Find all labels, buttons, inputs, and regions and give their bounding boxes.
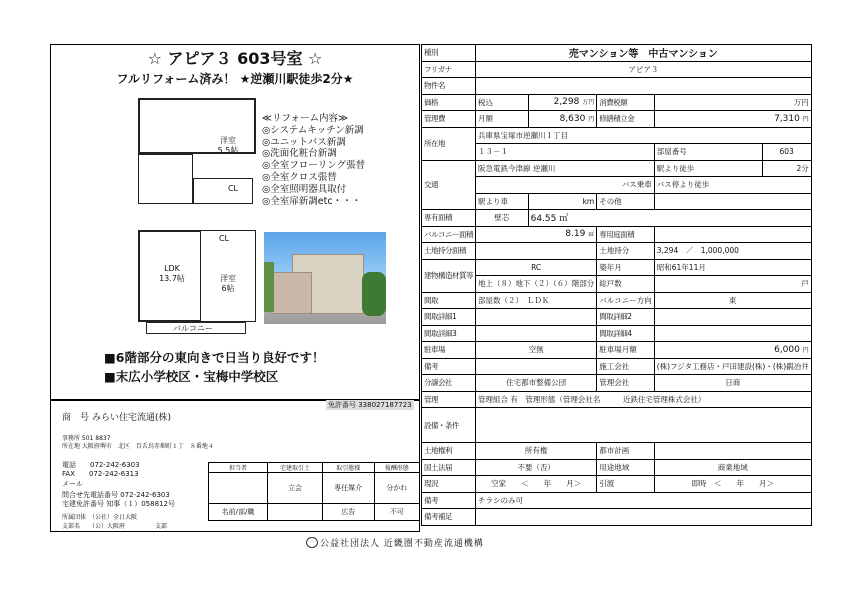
room-no: 603 <box>762 144 811 161</box>
builder: (株)フジタ工務店・戸田建設(株)・(株)鍜冶井 <box>654 358 811 375</box>
closet-2-label: CL <box>218 234 230 243</box>
land-share-right-label: 土地持分 <box>597 243 655 260</box>
staff-table <box>208 462 420 521</box>
bus-label: バス乗車 <box>476 177 655 194</box>
price: 2,298 <box>553 97 580 108</box>
layout-detail3: 間取詳細3 <box>422 325 476 342</box>
parking-fee: 6,000 <box>774 344 800 355</box>
staff-cell: 不可 <box>374 504 419 521</box>
management-label: 管理 <box>422 391 476 408</box>
zoning: 商業地域 <box>654 459 811 476</box>
lot: １３－１ <box>476 144 655 161</box>
balcony-area: 8.19 <box>565 229 586 240</box>
zoning-label: 用途地域 <box>597 459 655 476</box>
land-law: 不要（否） <box>476 459 597 476</box>
total-units-label: 総戸数 <box>597 276 655 293</box>
balcony-unit: ㎡ <box>588 231 595 239</box>
footer-org: 公益社団法人 近畿圏不動産流通機構 <box>320 539 484 549</box>
area-label: 専有面積 <box>422 210 476 227</box>
area-note: 壁芯 <box>476 210 529 227</box>
facilities-label: 設備・条件 <box>422 408 476 443</box>
closet-1-label: CL <box>227 184 239 193</box>
reform-item: ◎全室照明器具取付 <box>262 183 347 195</box>
rights-label: 土地権利 <box>422 443 476 460</box>
address: 所在地 大阪府堺市 北区 百舌鳥赤畑町１丁 ８番地４ <box>62 443 214 450</box>
license-no: 免許番号 338027187723 <box>328 401 412 409</box>
location: 兵庫県宝塚市逆瀬川１丁目 <box>476 127 812 144</box>
parking: 空無 <box>476 342 597 359</box>
traffic-label: 交通 <box>422 160 476 210</box>
area: 64.55 <box>530 214 557 225</box>
price-unit: 万円 <box>582 99 595 107</box>
land-law-label: 国土法届 <box>422 459 476 476</box>
line: 阪急電鉄今津線 逆瀬川 <box>476 160 655 177</box>
manager: 日商 <box>654 375 811 392</box>
parking-fee-label: 駐車場月額 <box>597 342 655 359</box>
tel: 電話 072-242-6303 <box>62 461 140 469</box>
reform-item: ◎全室クロス張替 <box>262 171 337 183</box>
bus-walk-label: バス停より徒歩 <box>654 177 811 194</box>
room-ldk-label: LDK 13.7帖 <box>159 264 185 283</box>
notes-label: 備考 <box>422 492 476 509</box>
mgmt-note: 月額 <box>476 111 529 128</box>
room-no-label: 部屋番号 <box>654 144 762 161</box>
headline: ☆ アピア３ 603号室 ☆ <box>147 49 323 68</box>
built: 昭和61年11月 <box>654 259 811 276</box>
structure-label: 建物構造材質等 <box>422 259 476 292</box>
layout-detail2: 間取詳細2 <box>597 309 655 326</box>
mgmt-unit: 円 <box>588 115 595 123</box>
mgmt-label: 管理費 <box>422 111 476 128</box>
units-unit: 戸 <box>654 276 811 293</box>
area-unit: ㎡ <box>559 214 569 225</box>
walk-label: 駅より徒歩 <box>654 160 762 177</box>
reform-item: ◎システムキッチン新調 <box>262 124 364 136</box>
parking-fee-unit: 円 <box>802 346 809 354</box>
notes: チラシのみ可 <box>476 492 812 509</box>
garden-label: 専用庭面積 <box>597 226 655 243</box>
staff-cell <box>209 473 268 504</box>
staff-header: 宅建取引士 <box>268 463 323 473</box>
trade-label: 商 号 <box>62 413 90 423</box>
land-share-label: 土地持分面積 <box>422 243 476 260</box>
layout-detail1: 間取詳細1 <box>422 309 476 326</box>
mgmt-fee: 8,630 <box>559 113 586 124</box>
staff-cell <box>268 504 323 521</box>
staff-header: 報酬形態 <box>374 463 419 473</box>
staff-header: 担当者 <box>209 463 268 473</box>
room-western-2-label: 洋室 6帖 <box>220 274 236 293</box>
balcony-dir-label: バルコニー方向 <box>597 292 655 309</box>
walk-minutes: 2分 <box>762 160 811 177</box>
kitchen <box>138 154 193 204</box>
handover-label: 引渡 <box>597 476 655 493</box>
balcony-area-label: バルコニー面積 <box>422 226 476 243</box>
room-western-1-label: 洋室 5.5帖 <box>217 136 239 155</box>
supplement-label: 備考補足 <box>422 509 476 526</box>
price-label: 価格 <box>422 94 476 111</box>
reform-item: ◎洗面化粧台新調 <box>262 148 337 160</box>
layout-detail4: 間取詳細4 <box>597 325 655 342</box>
builder-label: 施工会社 <box>597 358 655 375</box>
balcony-direction: 東 <box>654 292 811 309</box>
assoc1: 所属団体 （公社）全日大阪 <box>62 514 138 521</box>
reserved-label: 備考 <box>422 358 476 375</box>
tax-label: 消費税額 <box>597 94 655 111</box>
tax-unit: 万円 <box>654 94 811 111</box>
seller: 住宅都市整備公団 <box>476 375 597 392</box>
office: 事務所 501 8837 <box>62 435 111 442</box>
structure: RC <box>476 259 597 276</box>
current-label: 現況 <box>422 476 476 493</box>
price-note: 税込 <box>476 94 529 111</box>
reform-item: ◎全室扉新調etc・・・ <box>262 195 362 207</box>
reform-list <box>262 113 365 207</box>
location-label: 所在地 <box>422 127 476 160</box>
staff-cell: 分かれ <box>374 473 419 504</box>
reform-title: ≪リフォーム内容≫ <box>262 113 348 124</box>
floors: 地上（８）地下（２）（６）階部分 <box>476 276 597 293</box>
share: 3,294 ／ 1,000,000 <box>654 243 811 260</box>
manager-label: 管理会社 <box>597 375 655 392</box>
reform-item: ◎全室フローリング張替 <box>262 160 366 172</box>
layout: 部屋数（２） ＬＤＫ <box>476 292 597 309</box>
built-label: 築年月 <box>597 259 655 276</box>
station-car-label: 駅より車 <box>478 196 508 206</box>
point-sunlight: ■6階部分の東向きで日当り良好です！ <box>104 350 325 365</box>
staff-header: 取引態様 <box>322 463 374 473</box>
city-plan-label: 都市計画 <box>597 443 655 460</box>
spec-table <box>421 44 812 526</box>
contact-tel: 問合せ先電話番号 072-242-6303 <box>62 491 170 499</box>
rights: 所有権 <box>476 443 597 460</box>
org-logo-icon <box>306 537 318 548</box>
trade-name: みらい住宅流通(株) <box>92 413 172 423</box>
reform-item: ◎ユニットバス新調 <box>262 136 346 148</box>
staff-cell: 広告 <box>322 504 374 521</box>
management: 管理組合 有 管理形態（管理会社名 近鉄住宅管理株式会社） <box>476 391 812 408</box>
property-type: 売マンション等 中古マンション <box>476 45 812 62</box>
point-school: ■末広小学校区・宝梅中学校区 <box>104 369 279 384</box>
building-photo <box>264 232 386 324</box>
layout-label: 間取 <box>422 292 476 309</box>
subhead: フルリフォーム済み！ ★逆瀬川駅徒歩2分★ <box>116 72 354 86</box>
furigana-label: フリガナ <box>422 61 476 78</box>
assoc2: 支部名 （公）大阪府 支部 <box>62 523 168 530</box>
property-name: アピア３ <box>476 61 812 78</box>
seller-label: 分譲会社 <box>422 375 476 392</box>
name-label: 物件名 <box>422 78 476 95</box>
other-label: その他 <box>597 193 655 210</box>
handover: 即時 ＜ 年 月＞ <box>654 476 811 493</box>
current-status: 空家 ＜ 年 月＞ <box>476 476 597 493</box>
staff-cell: 立会 <box>268 473 323 504</box>
staff-cell: 専任媒介 <box>322 473 374 504</box>
repair-unit: 円 <box>802 115 809 123</box>
type-label: 種別 <box>422 45 476 62</box>
km-unit: km <box>528 193 597 210</box>
mail-label: メール <box>62 480 83 488</box>
repair-fee: 7,310 <box>774 113 800 124</box>
staff-cell: 名前/部/職 <box>209 504 268 521</box>
license2: 宅建免許番号 知事（１）058812号 <box>62 500 175 508</box>
floor-plan <box>128 98 256 338</box>
parking-label: 駐車場 <box>422 342 476 359</box>
balcony-label: バルコニー <box>173 324 213 333</box>
fax: FAX 072-242-6313 <box>62 470 139 478</box>
repair-label: 修繕積立金 <box>597 111 655 128</box>
